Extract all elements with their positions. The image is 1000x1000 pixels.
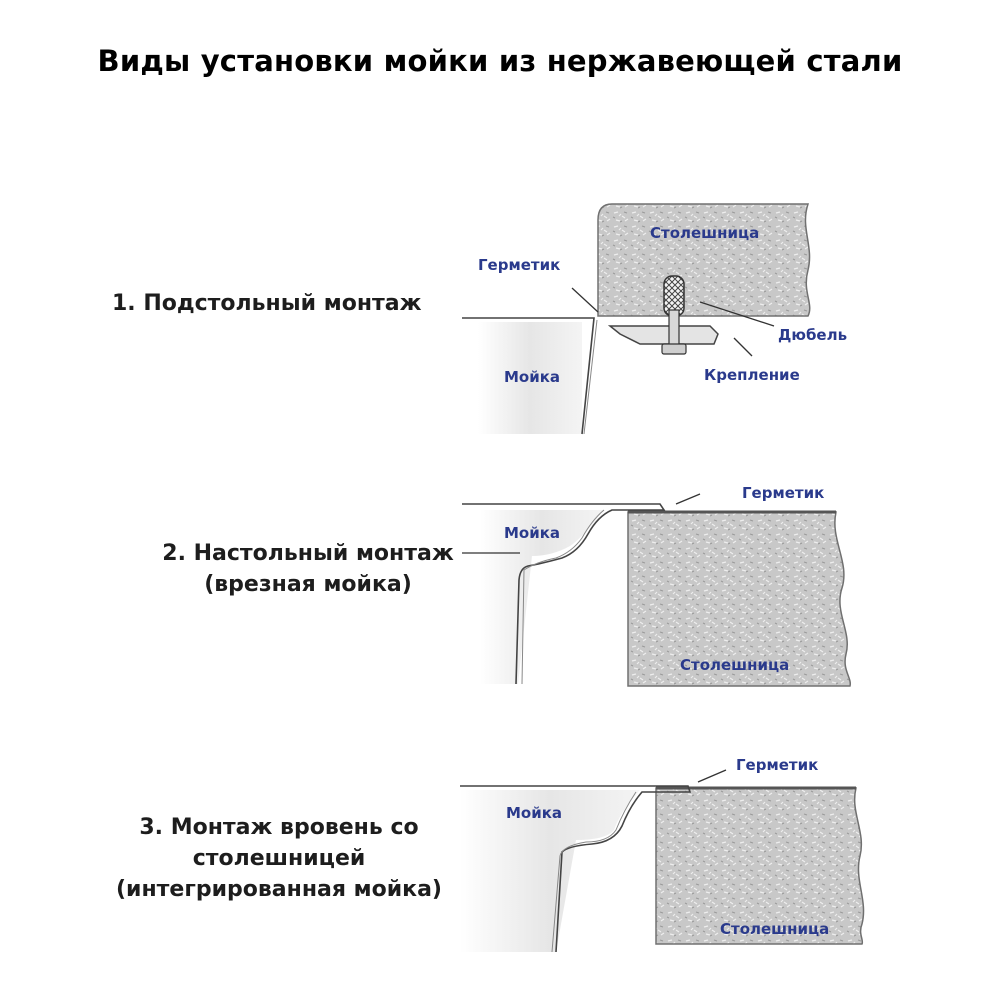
countertop-1-label: Столешница [650, 224, 760, 242]
sealant-3-label: Герметик [736, 756, 819, 774]
method-1-line-1: 1. Подстольный монтаж [112, 291, 422, 316]
sink-1-label: Мойка [504, 368, 561, 386]
fastener-label: Крепление [704, 366, 800, 384]
fastener-clip [610, 326, 718, 344]
screw [669, 310, 679, 346]
sealant-1-label: Герметик [478, 256, 561, 274]
method-3-line-2: столешницей [192, 846, 366, 871]
countertop-3-label: Столешница [720, 920, 830, 938]
diagram-flush [460, 756, 864, 952]
method-2-line-1: 2. Настольный монтаж [162, 541, 454, 566]
diagram-drop-in [462, 484, 850, 686]
countertop-2-label: Столешница [680, 656, 790, 674]
sink-3-label: Мойка [506, 804, 563, 822]
method-3-line-3: (интегрированная мойка) [115, 877, 442, 902]
sealant-2-label: Герметик [742, 484, 825, 502]
diagram-undermount [462, 204, 847, 434]
method-2-line-2: (врезная мойка) [204, 572, 412, 597]
countertop-1 [598, 204, 810, 316]
page-title: Виды установки мойки из нержавеющей стали [97, 44, 903, 78]
method-3-line-1: 3. Монтаж вровень со [139, 815, 419, 840]
screw-head [662, 344, 686, 354]
dowel-label: Дюбель [778, 326, 848, 344]
sink-2-label: Мойка [504, 524, 561, 542]
